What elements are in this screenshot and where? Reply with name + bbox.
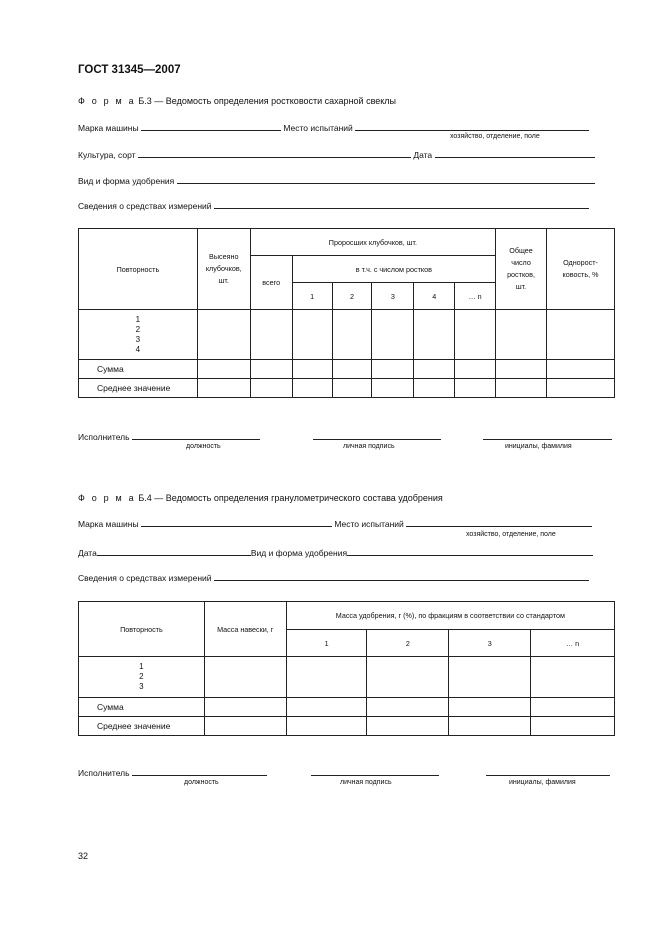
b3-cell[interactable]	[496, 360, 547, 379]
form-b4-date-field[interactable]	[97, 547, 251, 556]
b3-sig-signature: личная подпись	[343, 443, 395, 450]
form-b4-instruments-row	[78, 572, 589, 583]
b4-sig-position: должность	[184, 779, 219, 786]
b4-col-f1: 1	[286, 630, 367, 657]
form-b3-machine-label: Марка машины	[78, 123, 139, 133]
b4-name-field[interactable]	[486, 767, 610, 776]
b3-cell[interactable]	[547, 360, 615, 379]
b3-cell[interactable]	[250, 360, 292, 379]
form-b3-culture-field[interactable]	[138, 149, 411, 158]
b4-col-f2: 2	[367, 630, 449, 657]
form-b4-title	[78, 493, 443, 503]
b3-sum-label: Сумма	[79, 360, 198, 379]
b3-repeat-1: 1	[135, 314, 141, 324]
b4-cell[interactable]	[531, 717, 615, 736]
b3-cell[interactable]	[547, 310, 615, 360]
b3-col-sown: Высеяно клубочков, шт.	[197, 229, 250, 310]
form-b4-instruments-field[interactable]	[214, 572, 589, 581]
b3-cell[interactable]	[332, 310, 372, 360]
b3-cell[interactable]	[197, 379, 250, 398]
form-b4-instruments-label: Сведения о средствах измерений	[78, 573, 212, 583]
form-b3-table	[78, 228, 615, 398]
b3-sig-name: инициалы, фамилия	[505, 443, 572, 450]
b3-cell[interactable]	[250, 310, 292, 360]
form-b4-place-field[interactable]	[406, 518, 592, 527]
b3-cell[interactable]	[547, 379, 615, 398]
b3-cell[interactable]	[455, 360, 496, 379]
b3-cell[interactable]	[292, 310, 332, 360]
b4-col-repeat: Повторность	[79, 602, 205, 657]
b4-signature-field[interactable]	[311, 767, 439, 776]
b4-cell[interactable]	[204, 717, 286, 736]
b3-cell[interactable]	[372, 310, 414, 360]
form-b4-table	[78, 601, 615, 736]
form-b3-prefix: Ф о р м а	[78, 96, 136, 106]
b3-executor-row	[78, 431, 260, 442]
form-b3-machine-field[interactable]	[141, 122, 281, 131]
b4-cell[interactable]	[286, 717, 367, 736]
form-b4-fertilizer-label: Вид и форма удобрения	[250, 548, 348, 558]
b4-col-fractions: Масса удобрения, г (%), по фракциям в соответствии со стандартом	[286, 602, 614, 630]
b3-cell[interactable]	[292, 379, 332, 398]
b4-executor-label: Исполнитель	[78, 768, 130, 778]
b3-name-field[interactable]	[483, 431, 612, 440]
form-b3-place-label: Место испытаний	[283, 123, 353, 133]
form-b3-fertilizer-field[interactable]	[177, 175, 595, 184]
form-b3-instruments-label: Сведения о средствах измерений	[78, 201, 212, 211]
b4-cell[interactable]	[367, 657, 449, 698]
b3-cell[interactable]	[250, 379, 292, 398]
b4-sum-label: Сумма	[79, 698, 205, 717]
b3-executor-label: Исполнитель	[78, 432, 130, 442]
form-b3-date-label: Дата	[413, 150, 433, 160]
form-b4-date-label: Дата	[78, 548, 97, 558]
b3-signature-field[interactable]	[313, 431, 441, 440]
b4-repeat-cell	[79, 657, 205, 698]
b3-col-n4: 4	[414, 283, 455, 310]
b3-cell[interactable]	[414, 310, 455, 360]
b3-position-field[interactable]	[132, 431, 260, 440]
b4-cell[interactable]	[367, 717, 449, 736]
b3-cell[interactable]	[455, 379, 496, 398]
form-b3-machine-row	[78, 122, 589, 133]
form-b3-title-text: Б.3 — Ведомость определения ростковости сахарной свеклы	[138, 96, 397, 106]
form-b3-fertilizer-label: Вид и форма удобрения	[78, 176, 175, 186]
b3-cell[interactable]	[414, 379, 455, 398]
b3-cell[interactable]	[332, 360, 372, 379]
b4-cell[interactable]	[286, 698, 367, 717]
form-b4-prefix: Ф о р м а	[78, 493, 136, 503]
b3-cell[interactable]	[372, 360, 414, 379]
b3-col-sprouted: Проросших клубочков, шт.	[250, 229, 495, 256]
b3-cell[interactable]	[372, 379, 414, 398]
form-b4-place-sub: хозяйство, отделение, поле	[466, 531, 556, 538]
b3-col-n1: 1	[292, 283, 332, 310]
b3-repeat-cell	[79, 310, 198, 360]
b3-cell[interactable]	[332, 379, 372, 398]
b4-col-mass: Масса навески, г	[204, 602, 286, 657]
b4-cell[interactable]	[367, 698, 449, 717]
b4-cell[interactable]	[204, 698, 286, 717]
b4-cell[interactable]	[449, 657, 531, 698]
form-b3-place-sub: хозяйство, отделение, поле	[450, 133, 540, 140]
b4-repeat-1: 1	[139, 662, 144, 671]
b4-col-f3: 3	[449, 630, 531, 657]
form-b3-culture-row	[78, 149, 595, 160]
b3-col-single: Однорост-ковость, %	[547, 229, 615, 310]
form-b3-place-field[interactable]	[355, 122, 589, 131]
b3-repeat-2: 2	[135, 324, 141, 334]
b4-col-fn: … n	[531, 630, 615, 657]
b4-executor-row	[78, 767, 267, 778]
b3-cell[interactable]	[496, 379, 547, 398]
document-header: ГОСТ 31345—2007	[78, 64, 181, 76]
b4-cell[interactable]	[449, 698, 531, 717]
b4-repeat-2: 2	[139, 672, 144, 681]
b3-repeat-4: 4	[135, 344, 141, 354]
b4-sig-name: инициалы, фамилия	[509, 779, 576, 786]
b4-cell[interactable]	[449, 717, 531, 736]
form-b3-title	[78, 96, 396, 106]
form-b4-title-text: Б.4 — Ведомость определения гранулометрического состава удобрения	[138, 493, 443, 503]
form-b3-instruments-field[interactable]	[214, 200, 589, 209]
b4-avg-label: Среднее значение	[79, 717, 205, 736]
b3-col-n2: 2	[332, 283, 372, 310]
form-b3-date-field[interactable]	[435, 149, 595, 158]
b3-cell[interactable]	[496, 310, 547, 360]
b3-col-incl: в т.ч. с числом ростков	[292, 256, 495, 283]
form-b4-fertilizer-field[interactable]	[347, 547, 593, 556]
form-b3-instruments-row	[78, 200, 589, 211]
b4-position-field[interactable]	[132, 767, 267, 776]
b3-repeat-3: 3	[135, 334, 141, 344]
b3-cell[interactable]	[197, 310, 250, 360]
b3-cell[interactable]	[197, 360, 250, 379]
form-b3-fertilizer-row	[78, 175, 595, 186]
b3-col-repeat: Повторность	[79, 229, 198, 310]
page-number: 32	[78, 851, 89, 861]
b3-col-nn: … n	[455, 283, 496, 310]
b3-sig-position: должность	[186, 443, 221, 450]
form-b4-machine-row	[78, 518, 592, 529]
form-b4-date-row	[78, 547, 593, 558]
b3-cell[interactable]	[455, 310, 496, 360]
b3-col-n3: 3	[372, 283, 414, 310]
form-b4-place-label: Место испытаний	[334, 519, 404, 529]
b4-repeat-3: 3	[139, 682, 144, 691]
b3-cell[interactable]	[414, 360, 455, 379]
b4-sig-signature: личная подпись	[340, 779, 392, 786]
b4-cell[interactable]	[531, 698, 615, 717]
b3-cell[interactable]	[292, 360, 332, 379]
b3-avg-label: Среднее значение	[79, 379, 198, 398]
b3-col-general: Общее число ростков, шт.	[496, 229, 547, 310]
form-b4-machine-label: Марка машины	[78, 519, 139, 529]
b3-col-total: всего	[250, 256, 292, 310]
b4-cell[interactable]	[286, 657, 367, 698]
b4-cell[interactable]	[204, 657, 286, 698]
b4-cell[interactable]	[531, 657, 615, 698]
form-b3-culture-label: Культура, сорт	[78, 150, 136, 160]
form-b4-machine-field[interactable]	[141, 518, 332, 527]
